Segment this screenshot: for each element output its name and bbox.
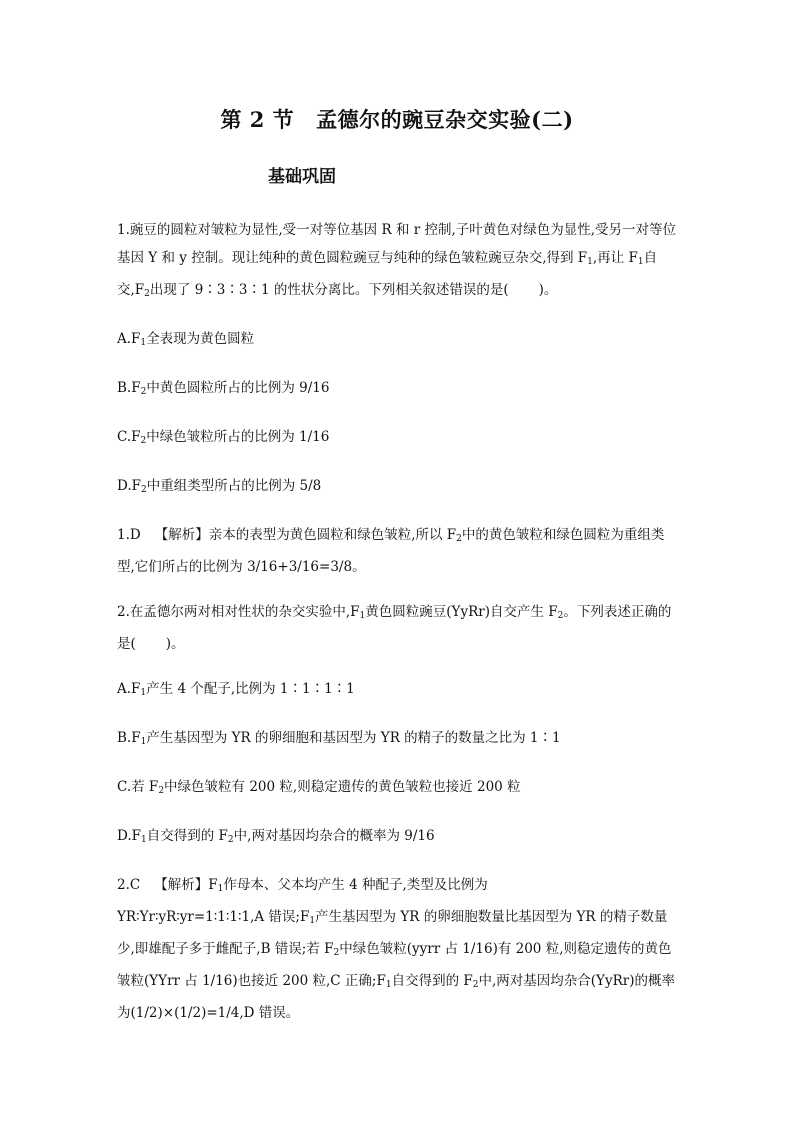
question-2-stem: 2.在孟德尔两对相对性状的杂交实验中$,F_1$黄色圆粒豌豆(YyRr)自交产生 $F_2$。下列表述正确的是( )。 (117, 604, 672, 652)
section-number: 第 2 节 (220, 107, 295, 132)
question-1-option-d: $D.F_2$中重组类型所占的比例为 5/8 (117, 478, 322, 495)
question-1-option-a: $A.F_1$全表现为黄色圆粒 (117, 331, 255, 348)
question-2-option-a: $A.F_1$产生 4 个配子,比例为 1∶1∶1∶1 (117, 681, 355, 698)
section-name: 孟德尔的豌豆杂交实验(二) (316, 107, 574, 132)
question-1-option-c: $C.F_2$中绿色皱粒所占的比例为 1/16 (117, 429, 330, 446)
question-2-option-b: $B.F_1$产生基因型为 YR 的卵细胞和基因型为 YR 的精子的数量之比为 1∶1 (117, 730, 561, 747)
question-2-option-d: $D.F_1$自交得到的 $F_2$中,两对基因均杂合的概率为 9/16 (117, 828, 435, 845)
question-2-option-c: C.若 $F_2$中绿色皱粒有 200 粒,则稳定遗传的黄色皱粒也接近 200 粒 (117, 779, 521, 796)
content (117, 216, 677, 1044)
answer-2: 2.C 【解析】$F_1$作母本、父本均产生 4 种配子,类型及比例为 YR∶Yr∶yR∶yr=1∶1∶1∶1,A 错误$;F_1$产生基因型为 YR 的卵细胞数量比基因型为 YR 的精子数量少,即雄配子多于雌配子,B 错误;若 $F_2$中绿色皱粒(yyrr 占 1/16)有 200 粒,则稳定遗传的黄色皱粒(YYrr 占 1/16)也接近 200 粒,C 正确$;F_1$自交得到的 $F_2$中,两对基因均杂合(YyRr)的概率为(1/2)×(1/2)=1/4,D 错误。 (117, 877, 675, 1021)
page-title (0, 104, 794, 134)
answer-1: 1.D 【解析】亲本的表型为黄色圆粒和绿色皱粒,所以 $F_2$中的黄色皱粒和绿色圆粒为重组类型,它们所占的比例为 3/16+3/16=3/8。 (117, 527, 665, 575)
question-1-option-b: $B.F_2$中黄色圆粒所占的比例为 9/16 (117, 380, 330, 397)
question-1-stem: 1.豌豆的圆粒对皱粒为显性,受一对等位基因 R 和 r 控制,子叶黄色对绿色为显性,受另一对等位基因 Y 和 y 控制。现让纯种的黄色圆粒豌豆与纯种的绿色皱粒豌豆杂交,得到 $F_1$,再让 $F_1$自交$,F_2$出现了 9∶3∶3∶1 的性状分离比。下列相关叙述错误的是( )。 (117, 222, 677, 299)
section-heading: 基础巩固 (268, 167, 336, 187)
